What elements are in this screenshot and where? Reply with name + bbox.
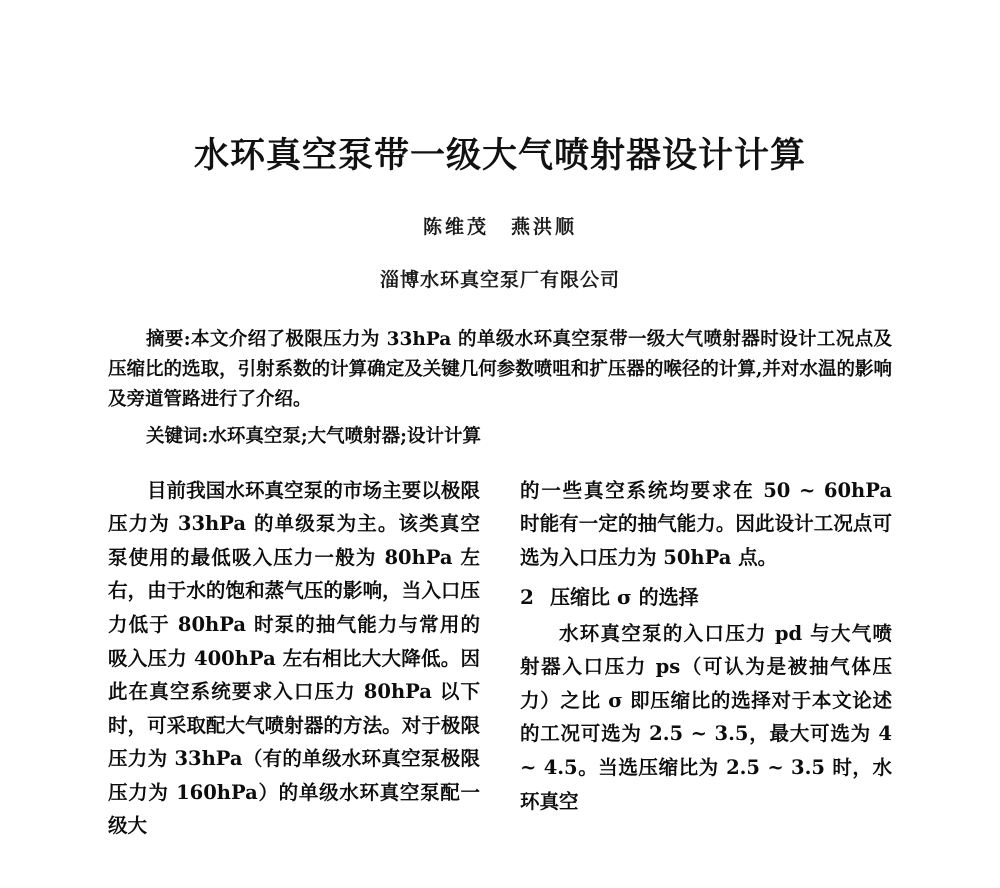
document-page [0,128,1000,888]
keywords-line: 关键词:水环真空泵;大气喷射器;设计计算 [146,425,481,447]
right-column [520,474,892,843]
section-title: 压缩比 σ 的选择 [550,585,699,610]
body-paragraph: 的一些真空系统均要求在 50 ~ 60hPa 时能有一定的抽气能力。因此设计工况点可选为入口压力为 50hPa 点。 [520,478,892,569]
affiliation: 淄博水环真空泵厂有限公司 [379,269,620,291]
body-paragraph: 目前我国水环真空泵的市场主要以极限压力为 33hPa 的单级泵为主。该类真空泵使用的最低吸入压力一般为 80hPa 左右，由于水的饱和蒸气压的影响，当入口压力低于 80hPa 时泵的抽气能力与常用的吸入压力 400hPa 左右相比大大降低。因此在真空系统要求入口压力 80hPa 以下时，可采取配大气喷射器的方法。对于极限压力为 33hPa（有的单级水环真空泵极限压力为 160hPa）的单级水环真空泵配一级大 [108,478,480,838]
section-heading [520,580,892,614]
two-column-body [108,474,892,843]
author-list: 陈维茂 燕洪顺 [422,216,577,238]
abstract-paragraph: 摘要:本文介绍了极限压力为 33hPa 的单级水环真空泵带一级大气喷射器时设计工况点及压缩比的选取，引射系数的计算确定及关键几何参数喷咀和扩压器的喉径的计算,并对水温的影响及旁道管路进行了介绍。 [108,329,892,410]
page-title: 水环真空泵带一级大气喷射器设计计算 [193,135,806,176]
body-paragraph: 水环真空泵的入口压力 pd 与大气喷射器入口压力 ps（可认为是被抽气体压力）之比 σ 即压缩比的选择对于本文论述的工况可选为 2.5 ~ 3.5，最大可选为 4 ~ 4.5。当选压缩比为 2.5 ~ 3.5 时，水环真空 [520,621,892,813]
left-column [108,474,480,843]
section-number: 2 [520,585,534,610]
